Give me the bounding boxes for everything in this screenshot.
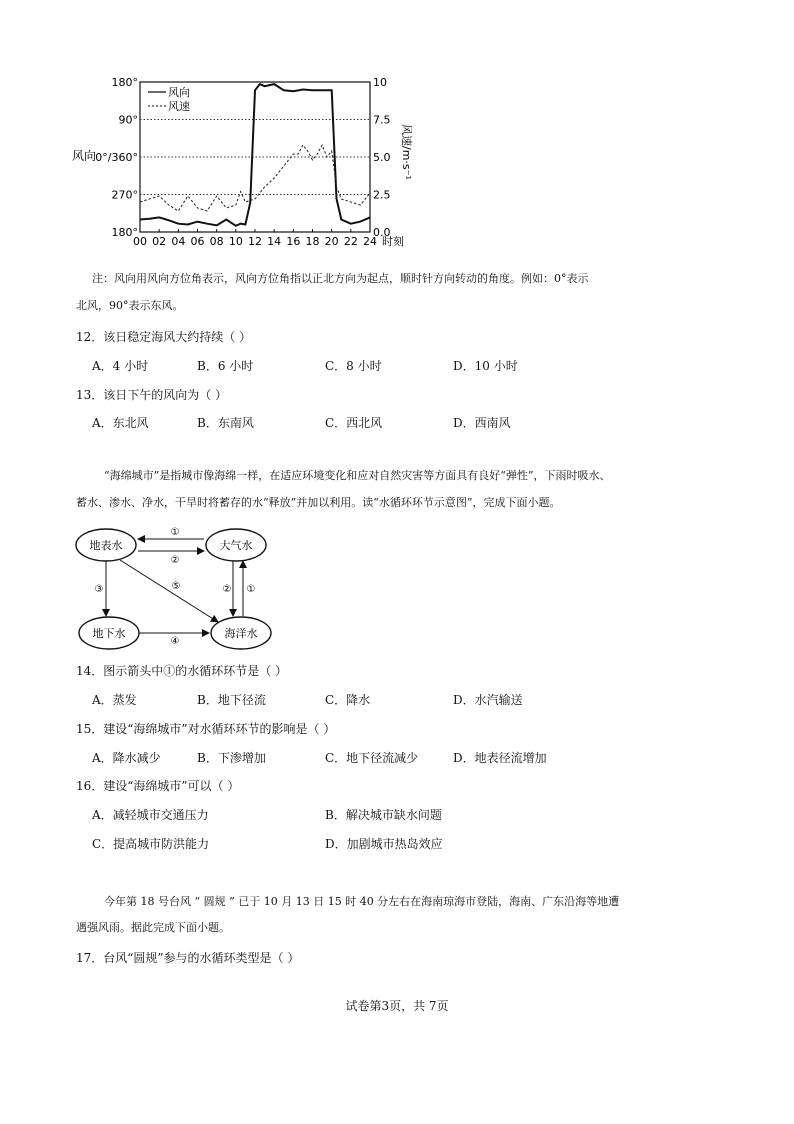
q14-option-c[interactable]: C．降水 bbox=[325, 693, 371, 707]
ocean-water-label: 海洋水 bbox=[224, 627, 258, 640]
passage-sponge-city-line1: “海绵城市”是指城市像海绵一样，在适应环境变化和应对自然灾害等方面具有良好“弹性”，下雨时吸水、 bbox=[104, 469, 611, 482]
q15-option-a[interactable]: A．降水减少 bbox=[92, 751, 161, 765]
question-15: 15．建设“海绵城市”对水循环环节的影响是（ ） bbox=[76, 722, 336, 736]
passage-typhoon-line2: 遇强风雨。据此完成下面小题。 bbox=[76, 921, 230, 934]
q14-option-b[interactable]: B．地下径流 bbox=[197, 693, 266, 707]
q15-option-c[interactable]: C．地下径流减少 bbox=[325, 751, 419, 765]
x-tick-label: 18 bbox=[305, 235, 320, 248]
arrow-5-label: ⑤ bbox=[171, 581, 181, 592]
x-tick-label: 06 bbox=[190, 235, 205, 248]
water-cycle-diagram bbox=[70, 522, 290, 652]
right-tick-label: 0.0 bbox=[373, 226, 391, 239]
arrow-1-top-label: ① bbox=[170, 527, 180, 538]
x-tick-label: 00 bbox=[133, 235, 147, 248]
x-unit-label: 时刻 bbox=[382, 235, 404, 248]
q16-option-c[interactable]: C．提高城市防洪能力 bbox=[92, 837, 210, 851]
right-tick-label: 2.5 bbox=[373, 188, 391, 202]
surface-water-label: 地表水 bbox=[89, 539, 123, 552]
arrow-3-label: ③ bbox=[94, 584, 104, 595]
q13-option-d[interactable]: D．西南风 bbox=[453, 416, 511, 430]
q15-option-d[interactable]: D．地表径流增加 bbox=[453, 751, 547, 765]
question-12: 12．该日稳定海风大约持续（ ） bbox=[76, 330, 252, 344]
chart-note-line1: 注：风向用风向方位角表示，风向方位角指以正北方向为起点，顺时针方向转动的角度。例如：0°表示 bbox=[92, 272, 589, 285]
question-13: 13．该日下午的风向为（ ） bbox=[76, 388, 228, 402]
q12-option-d[interactable]: D．10 小时 bbox=[453, 359, 518, 373]
legend-label-speed: 风速 bbox=[168, 100, 190, 113]
x-tick-label: 16 bbox=[286, 235, 301, 248]
q13-option-a[interactable]: A．东北风 bbox=[92, 416, 149, 430]
passage-typhoon-line1: 今年第 18 号台风 “ 圆规 ” 已于 10 月 13 日 15 时 40 分左右在海南琼海市登陆，海南、广东沿海等地遭 bbox=[104, 895, 620, 908]
passage-sponge-city-line2: 蓄水、渗水、净水，干旱时将蓄存的水“释放”并加以利用。读“水循环环节示意图”，完成下面小题。 bbox=[76, 496, 561, 509]
q14-option-d[interactable]: D．水汽输送 bbox=[453, 693, 523, 707]
q12-option-a[interactable]: A．4 小时 bbox=[92, 359, 149, 373]
q12-option-b[interactable]: B．6 小时 bbox=[197, 359, 254, 373]
q14-option-a[interactable]: A．蒸发 bbox=[92, 693, 137, 707]
right-axis-label: 风速/m·s⁻¹ bbox=[400, 124, 413, 180]
q15-option-b[interactable]: B．下渗增加 bbox=[197, 751, 266, 765]
x-tick-label: 10 bbox=[228, 235, 243, 248]
arrow-1-vertical-label: ① bbox=[246, 584, 256, 595]
left-tick-label: 270° bbox=[111, 188, 138, 202]
question-14: 14．图示箭头中①的水循环环节是（ ） bbox=[76, 664, 288, 678]
x-tick-label: 22 bbox=[343, 235, 358, 248]
atmospheric-water-label: 大气水 bbox=[219, 539, 253, 552]
x-tick-label: 24 bbox=[363, 235, 377, 248]
q16-option-d[interactable]: D．加剧城市热岛效应 bbox=[325, 837, 443, 851]
left-tick-label: 180° bbox=[111, 76, 138, 89]
arrow-4-label: ④ bbox=[170, 636, 180, 647]
x-tick-label: 04 bbox=[171, 235, 186, 248]
x-tick-label: 02 bbox=[152, 235, 167, 248]
question-17: 17．台风“圆规”参与的水循环类型是（ ） bbox=[76, 951, 300, 965]
q13-option-c[interactable]: C．西北风 bbox=[325, 416, 383, 430]
page-footer: 试卷第3页，共 7页 bbox=[345, 999, 449, 1013]
arrow-2-vertical-label: ② bbox=[222, 584, 232, 595]
question-16: 16．建设“海绵城市”可以（ ） bbox=[76, 779, 240, 793]
left-axis-label: 风向 bbox=[72, 149, 97, 163]
x-tick-label: 14 bbox=[267, 235, 282, 248]
left-tick-label: 180° bbox=[111, 226, 138, 239]
q12-option-c[interactable]: C．8 小时 bbox=[325, 359, 382, 373]
right-tick-label: 7.5 bbox=[373, 113, 391, 127]
left-tick-label: 0°/360° bbox=[95, 151, 138, 164]
q13-option-b[interactable]: B．东南风 bbox=[197, 416, 254, 430]
q16-option-b[interactable]: B．解决城市缺水问题 bbox=[325, 808, 442, 822]
wind-chart bbox=[70, 72, 440, 252]
arrow-2-top-label: ② bbox=[170, 555, 180, 566]
chart-note-line2: 北风，90°表示东风。 bbox=[76, 299, 184, 312]
groundwater-label: 地下水 bbox=[92, 627, 126, 640]
x-tick-label: 20 bbox=[324, 235, 339, 248]
left-tick-label: 90° bbox=[118, 113, 138, 127]
x-tick-label: 08 bbox=[209, 235, 224, 248]
q16-option-a[interactable]: A．减轻城市交通压力 bbox=[92, 808, 209, 822]
legend-label-direction: 风向 bbox=[168, 86, 190, 99]
x-tick-label: 12 bbox=[248, 235, 262, 248]
right-tick-label: 10 bbox=[373, 76, 387, 89]
arrow-5 bbox=[120, 560, 218, 622]
right-tick-label: 5.0 bbox=[373, 151, 391, 164]
